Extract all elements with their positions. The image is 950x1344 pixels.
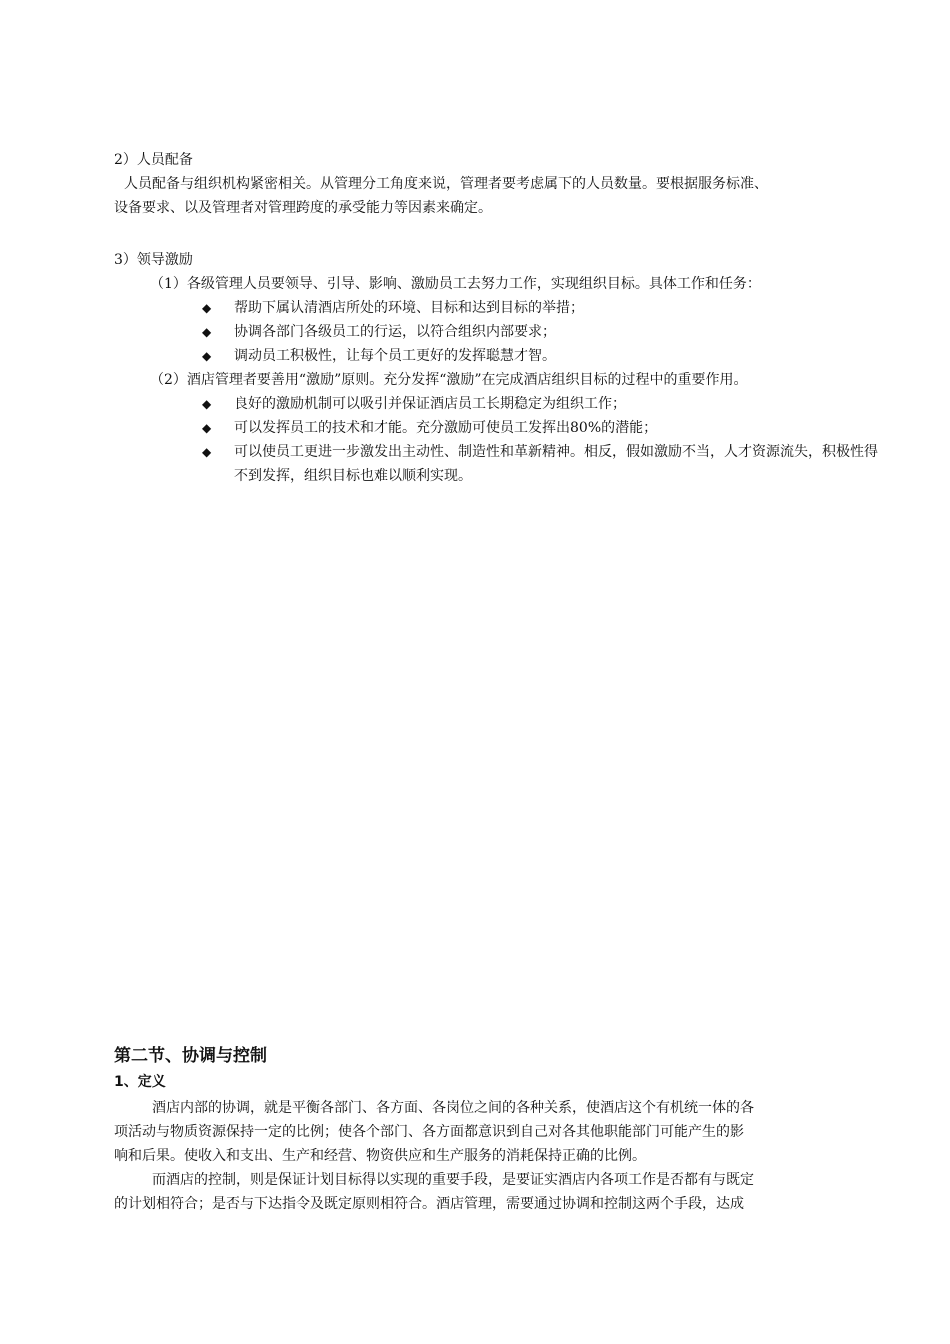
section-subheading: 1、定义 [114, 1074, 166, 1090]
bullet-text: 良好的激励机制可以吸引并保证酒店员工长期稳定为组织工作； [234, 396, 626, 412]
paragraph-line: 响和后果。使收入和支出、生产和经营、物资供应和生产服务的消耗保持正确的比例。 [114, 1148, 646, 1164]
bullet-text: 协调各部门各级员工的行运，以符合组织内部要求； [234, 324, 556, 340]
bullet-item [114, 344, 890, 368]
definition-paragraph-2 [114, 1168, 890, 1216]
leadership-section [114, 248, 890, 488]
diamond-bullet-icon: ◆ [202, 349, 212, 363]
diamond-bullet-icon: ◆ [202, 301, 212, 315]
bullet-text: 帮助下属认清酒店所处的环境、目标和达到目标的举措； [234, 300, 584, 316]
section-heading: 第二节、协调与控制 [114, 1046, 267, 1066]
paragraph-line: 项活动与物质资源保持一定的比例；使各个部门、各方面都意识到自己对各其他职能部门可能产生的影 [114, 1124, 744, 1140]
staffing-line-2: 设备要求、以及管理者对管理跨度的承受能力等因素来确定。 [114, 200, 492, 216]
leadership-item-1: （1）各级管理人员要领导、引导、影响、激励员工去努力工作，实现组织目标。具体工作和任务： [150, 276, 761, 292]
staffing-line-1: 人员配备与组织机构紧密相关。从管理分工角度来说，管理者要考虑属下的人员数量。要根据服务标准、 [124, 176, 768, 192]
bullet-text: 调动员工积极性，让每个员工更好的发挥聪慧才智。 [234, 348, 556, 364]
staffing-title: 2）人员配备 [114, 152, 193, 168]
diamond-bullet-icon: ◆ [202, 421, 212, 435]
bullet-text: 可以发挥员工的技术和才能。充分激励可使员工发挥出80%的潜能； [234, 420, 658, 436]
diamond-bullet-icon: ◆ [202, 325, 212, 339]
bullet-item [114, 296, 890, 320]
diamond-bullet-icon: ◆ [202, 397, 212, 411]
paragraph-line: 的计划相符合；是否与下达指令及既定原则相符合。酒店管理，需要通过协调和控制这两个手段，达成 [114, 1196, 744, 1212]
staffing-section [114, 148, 890, 220]
leadership-item-2: （2）酒店管理者要善用“激励”原则。充分发挥“激励”在完成酒店组织目标的过程中的重要作用。 [150, 372, 748, 388]
paragraph-line: 而酒店的控制，则是保证计划目标得以实现的重要手段，是要证实酒店内各项工作是否都有与既定 [152, 1172, 754, 1188]
bullet-text: 可以使员工更进一步激发出主动性、制造性和革新精神。相反，假如激励不当，人才资源流失，积极性得不到发挥，组织目标也难以顺利实现。 [234, 444, 878, 484]
bullet-item [114, 416, 890, 440]
bullet-item [114, 440, 890, 488]
paragraph-line: 酒店内部的协调，就是平衡各部门、各方面、各岗位之间的各种关系，使酒店这个有机统一体的各 [152, 1100, 754, 1116]
diamond-bullet-icon: ◆ [202, 445, 212, 459]
definition-paragraph-1 [114, 1096, 890, 1168]
leadership-title: 3）领导激励 [114, 252, 193, 268]
bullet-item [114, 392, 890, 416]
bullet-item [114, 320, 890, 344]
